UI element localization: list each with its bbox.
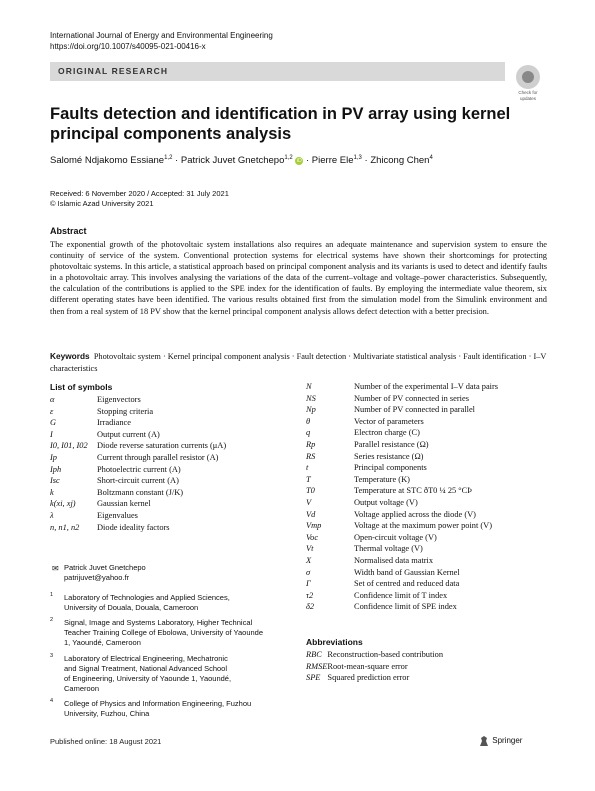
author-affiliation: 1,2 <box>284 155 293 161</box>
keywords-text: Photovoltaic system · Kernel principal component analysis · Fault detection · Multivariate statistical analysis · Fault identification · I–V characteristics <box>50 352 547 373</box>
author-affiliation: 1,2 <box>164 155 173 161</box>
check-for-updates-badge[interactable] <box>511 65 545 99</box>
dates-block <box>50 189 229 209</box>
symbol-description: Principal components <box>354 463 427 473</box>
journal-header <box>50 30 273 52</box>
affiliation-line: 1, Yaoundé, Cameroon <box>64 638 141 647</box>
author-name: Patrick Juvet Gnetchepo <box>180 155 285 167</box>
check-updates-icon <box>516 65 540 89</box>
symbol: Isc <box>50 476 60 486</box>
symbol-description: Parallel resistance (Ω) <box>354 439 429 449</box>
symbol-description: Voltage at the maximum power point (V) <box>354 521 493 531</box>
springer-horse-icon <box>478 735 490 747</box>
symbol: k(xi, xj) <box>50 499 76 509</box>
affiliation-line: of Engineering, University of Yaounde 1, Yaoundé, <box>64 674 232 683</box>
symbol-row <box>50 452 226 464</box>
orcid-icon[interactable]: iD <box>296 157 302 164</box>
symbol-row <box>306 601 498 613</box>
symbol-row <box>50 417 226 429</box>
affiliation <box>50 654 300 694</box>
symbol-row <box>50 510 226 522</box>
keywords-block <box>50 350 547 375</box>
symbol: q <box>306 428 311 438</box>
symbol: G <box>50 418 57 428</box>
symbol: Vd <box>306 509 316 519</box>
affiliation <box>50 618 300 648</box>
author-separator: · <box>172 155 181 167</box>
symbol-description: Set of centred and reduced data <box>354 579 460 589</box>
author-separator: · <box>361 155 371 167</box>
symbol-row <box>306 672 443 684</box>
symbol-row <box>306 451 498 463</box>
symbol-description: Diode ideality factors <box>97 522 170 532</box>
symbol: Γ <box>306 579 311 589</box>
symbol-row <box>50 406 226 418</box>
symbol-description: Reconstruction-based contribution <box>327 650 444 659</box>
symbol-description: Normalised data matrix <box>354 555 434 565</box>
symbol-row <box>306 649 443 661</box>
symbol-row <box>306 590 498 602</box>
symbol-row <box>306 474 498 486</box>
symbol-row <box>306 509 498 521</box>
affiliation-line: Signal, Image and Systems Laboratory, Higher Technical <box>64 618 253 627</box>
symbol: Vt <box>306 544 314 554</box>
badge-line2: updates <box>519 96 536 101</box>
symbols-heading: List of symbols <box>50 382 113 392</box>
journal-name: International Journal of Energy and Environmental Engineering <box>50 31 273 40</box>
publisher-logo <box>478 735 522 747</box>
symbol-row <box>306 532 498 544</box>
affiliation-number: 4 <box>50 698 54 704</box>
symbol-description: Number of PV connected in series <box>354 393 469 403</box>
symbol-row <box>306 661 443 673</box>
symbol: RBC <box>306 650 322 659</box>
author-name: Pierre Ele <box>311 155 354 167</box>
affiliation-line: and Signal Treatment, National Advanced School <box>64 664 228 673</box>
abstract-heading: Abstract <box>50 226 87 236</box>
affiliation <box>50 593 300 613</box>
symbol-row <box>306 439 498 451</box>
symbol-row <box>306 381 498 393</box>
symbol: t <box>306 463 309 473</box>
symbol-description: Gaussian kernel <box>97 499 151 509</box>
symbol: T <box>306 474 311 484</box>
symbol-row <box>306 497 498 509</box>
symbol-description: Voltage applied across the diode (V) <box>354 509 476 519</box>
published-online: Published online: 18 August 2021 <box>50 737 162 746</box>
symbol: RS <box>306 451 316 461</box>
symbol-description: Photoelectric current (A) <box>97 464 181 474</box>
symbol-description: Output current (A) <box>97 429 160 439</box>
affiliation-line: University of Douala, Douala, Cameroon <box>64 603 199 612</box>
symbol-description: Number of the experimental I–V data pairs <box>354 382 499 391</box>
copyright: © Islamic Azad University 2021 <box>50 199 154 208</box>
symbol-row <box>306 393 498 405</box>
symbol-description: Root-mean-square error <box>327 661 408 671</box>
symbol-description: Confidence limit of SPE index <box>354 602 457 612</box>
symbol-row <box>50 522 226 534</box>
symbol: I0, I01, I02 <box>50 441 88 451</box>
symbol-row <box>306 520 498 532</box>
symbol: σ <box>306 567 311 577</box>
symbols-table-left <box>50 394 226 533</box>
section-label: ORIGINAL RESEARCH <box>58 66 169 76</box>
symbol: λ <box>50 510 54 520</box>
symbol-description: Irradiance <box>97 418 131 428</box>
symbol-row <box>306 567 498 579</box>
abbreviations-heading: Abbreviations <box>306 637 363 647</box>
symbol-description: Eigenvectors <box>97 395 141 404</box>
envelope-icon: ✉ <box>52 564 59 573</box>
symbol-description: Vector of parameters <box>354 416 424 426</box>
symbol: N <box>306 382 312 391</box>
symbol: RMSE <box>306 661 328 671</box>
correspondence <box>50 563 146 583</box>
symbol-row <box>50 429 226 441</box>
affiliation-line: College of Physics and Information Engineering, Fuzhou <box>64 699 252 708</box>
symbol-row <box>306 485 498 497</box>
symbol: NS <box>306 393 316 403</box>
symbol: k <box>50 487 54 497</box>
affiliation-number: 3 <box>50 653 54 659</box>
affiliation-line: University, Fuzhou, China <box>64 709 150 718</box>
symbol-row <box>50 394 226 406</box>
symbol-description: Output voltage (V) <box>354 497 418 507</box>
symbol-row <box>50 475 226 487</box>
author-name: Zhicong Chen <box>370 155 430 167</box>
symbol-description: Confidence limit of T index <box>354 590 448 600</box>
symbol-row <box>306 543 498 555</box>
symbol: ε <box>50 406 54 416</box>
symbol-description: Open-circuit voltage (V) <box>354 532 437 542</box>
symbol: SPE <box>306 673 321 683</box>
abbreviations-table <box>306 649 443 684</box>
symbol-row <box>50 498 226 510</box>
symbol: θ <box>306 416 311 426</box>
symbol-row <box>306 555 498 567</box>
symbol-row <box>50 464 226 476</box>
symbol: V <box>306 497 312 507</box>
symbol-description: Temperature (K) <box>354 474 410 484</box>
author-name: Salomé Ndjakomo Essiane <box>50 155 165 167</box>
corresponding-author: Patrick Juvet Gnetchepo <box>64 563 146 572</box>
symbol-description: Temperature at STC ðT0 ¼ 25 °CÞ <box>354 486 472 496</box>
symbol: Vmp <box>306 521 322 531</box>
badge-line1: Check for <box>518 90 538 95</box>
symbol-description: Electron charge (C) <box>354 428 420 438</box>
paper-title: Faults detection and identification in PV array using kernel principal components analysis <box>50 105 511 143</box>
symbol: Voc <box>306 532 319 542</box>
symbol-description: Eigenvalues <box>97 510 138 520</box>
symbol-description: Boltzmann constant (J/K) <box>97 487 184 497</box>
author-affiliation: 1,3 <box>353 155 362 161</box>
symbol-row <box>50 487 226 499</box>
symbol: δ2 <box>306 602 315 612</box>
publisher-name: Springer <box>492 736 523 746</box>
symbol-row <box>306 462 498 474</box>
symbol: α <box>50 395 55 404</box>
affiliation-number: 2 <box>50 617 54 623</box>
symbol-description: Diode reverse saturation currents (μA) <box>97 441 227 451</box>
affiliation-line: Laboratory of Technologies and Applied Sciences, <box>64 593 230 602</box>
symbol: Ip <box>50 452 57 462</box>
symbol-description: Short-circuit current (A) <box>97 476 179 486</box>
symbols-table-right <box>306 381 498 613</box>
affiliation-line: Cameroon <box>64 684 100 693</box>
symbol-description: Current through parallel resistor (A) <box>97 452 219 462</box>
symbol-row <box>306 416 498 428</box>
affiliation-line: Teacher Training College of Ebolowa, University of Yaounde <box>64 628 264 637</box>
symbol-row <box>306 404 498 416</box>
symbol-description: Squared prediction error <box>327 673 410 683</box>
section-bar <box>50 62 505 81</box>
received-date: Received: 6 November 2020 / Accepted: 31 July 2021 <box>50 189 229 198</box>
symbol-row <box>50 440 226 452</box>
symbol: Rp <box>306 439 316 449</box>
symbol-row <box>306 578 498 590</box>
symbol-description: Series resistance (Ω) <box>354 451 424 461</box>
affiliation <box>50 699 300 719</box>
symbol: X <box>306 555 312 565</box>
symbol: I <box>50 429 53 439</box>
symbol-description: Number of PV connected in parallel <box>354 405 476 415</box>
affiliation-number: 1 <box>50 592 54 598</box>
abstract-text: The exponential growth of the photovoltaic system installations also requires an adequate maintenance and supervision system to ensure the continuity of service of the system. Conventional protection systems for electrical systems have shown their shortcomings for protecting photovoltaic systems. In this article, a statistical approach based on principal component analysis and its variants is used to detect and identify faults in a photovoltaic array. This involves analysing the variations of the data of the current–voltage and voltage–power characteristics. Subsequently, the calculation of the contributions is applied to the SPE index for the identification of faults. By employing the intermediate value theorem, six different operating states have been identified. The various results obtained first from the simulation model from the Simulink environment and then from a real system of 18 PV show that the kernel principal component analysis allows defect detection with a better precision. <box>50 240 547 316</box>
symbol: τ2 <box>306 590 314 600</box>
doi-link[interactable]: https://doi.org/10.1007/s40095-021-00416-x <box>50 42 206 51</box>
symbol: Np <box>306 405 316 415</box>
symbol: T0 <box>306 486 315 496</box>
symbol-description: Stopping criteria <box>97 406 154 416</box>
author-list <box>50 155 433 166</box>
affiliation-line: Laboratory of Electrical Engineering, Mechatronic <box>64 654 228 663</box>
keywords-label: Keywords <box>50 351 90 361</box>
symbol-description: Width band of Gaussian Kernel <box>354 567 460 577</box>
symbol: n, n1, n2 <box>50 522 80 532</box>
author-separator: · <box>303 155 312 167</box>
symbol: Iph <box>50 464 62 474</box>
symbol-description: Thermal voltage (V) <box>354 544 423 554</box>
corresponding-email[interactable]: patrijuvet@yahoo.fr <box>64 573 130 582</box>
symbol-row <box>306 427 498 439</box>
author-affiliation: 4 <box>429 155 433 161</box>
